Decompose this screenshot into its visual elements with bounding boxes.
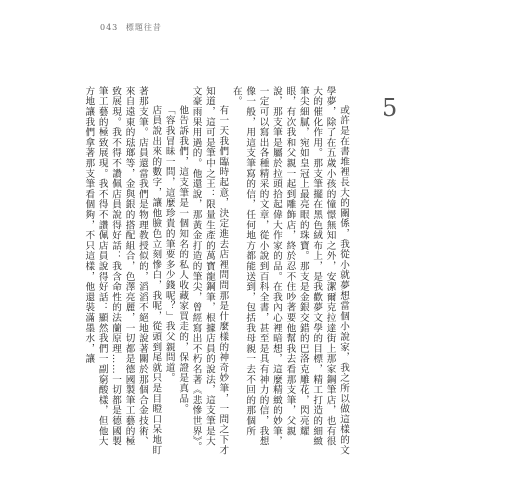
body-text xyxy=(83,86,350,456)
running-title: 標題往昔 xyxy=(125,23,162,32)
running-header xyxy=(100,22,166,33)
paragraph: 店員說出來的數字，讓他臉色立刻慘白，我呢，從頭到尾就只是目瞪口呆地盯著那支筆。店員還當我們是物理教授似的，滔滔不絕地說著關於那個合金技術、來自遠東的琺瑯等，金與銀的搭配組合，色澤亮麗，一切都是德國製筆工藝的極致展現。我不得不讚佩店員說得好話：我含命性的法蘭原理……一切都是德國製筆工藝的極致展現。我不得不讚佩店員說得好話：顯然我們一副窮酸樣，但他大方地讓我們拿著那支筆看個夠，不只這樣，他還裝滿墨水，讓 xyxy=(83,86,162,456)
paragraph: 或許是在書堆裡長大的關係，我從小就夢想當個小說家，我之所以做這樣的文學夢，除了在五歲小孩的憧憬無知之外，安潔爾克拉達街上那家鋼筆店，也有很大的催化作用。那支筆擺在黑色絨布上，是我歡夢文學的目標，精工打造的細緻筆尖細膩，宛如皇冠上最亮眼的珠寶。那支是金銀交錯的巴洛克雕花，閃亮耀眼，有次我和父親一起到雕飾店，終於忍不住吵著要他幫我去看那支筆，父親說，那支筆是屬於拉頭拾起偉大作家的品。在我內心裡暗想，這麼精緻的妙筆，一定可以寫出各種精采的文章，從小說到百科全書，甚至是具有神力的信，我想像一般，用這支筆寫的信，任何地方都能送到，包括我母親一去不回的那個所在。 xyxy=(230,86,349,456)
paragraph: 「容我冒昧一問，這麼珍貴的筆要多少錢呢？」我父親問道。 xyxy=(163,105,175,384)
paragraph: 他告訴我們，這支筆是一個知名的私人收藏家買走的，保證是真品。 xyxy=(177,105,189,415)
paragraph: 有一天我們臨時起意，決定進去店裡問問那是什麼樣的神奇妙筆，一問之下才知道，這可是筆中之王：限量生產的萬寶龍鋼筆，根據店員的說法，這支筆是大文豪雨果用過的。他還說，那黃金打造的筆尖，曾經寫出不朽名著《悲慘世界》。 xyxy=(190,86,229,456)
page-number: 043 xyxy=(100,23,119,32)
chapter-number: 5 xyxy=(382,94,398,122)
